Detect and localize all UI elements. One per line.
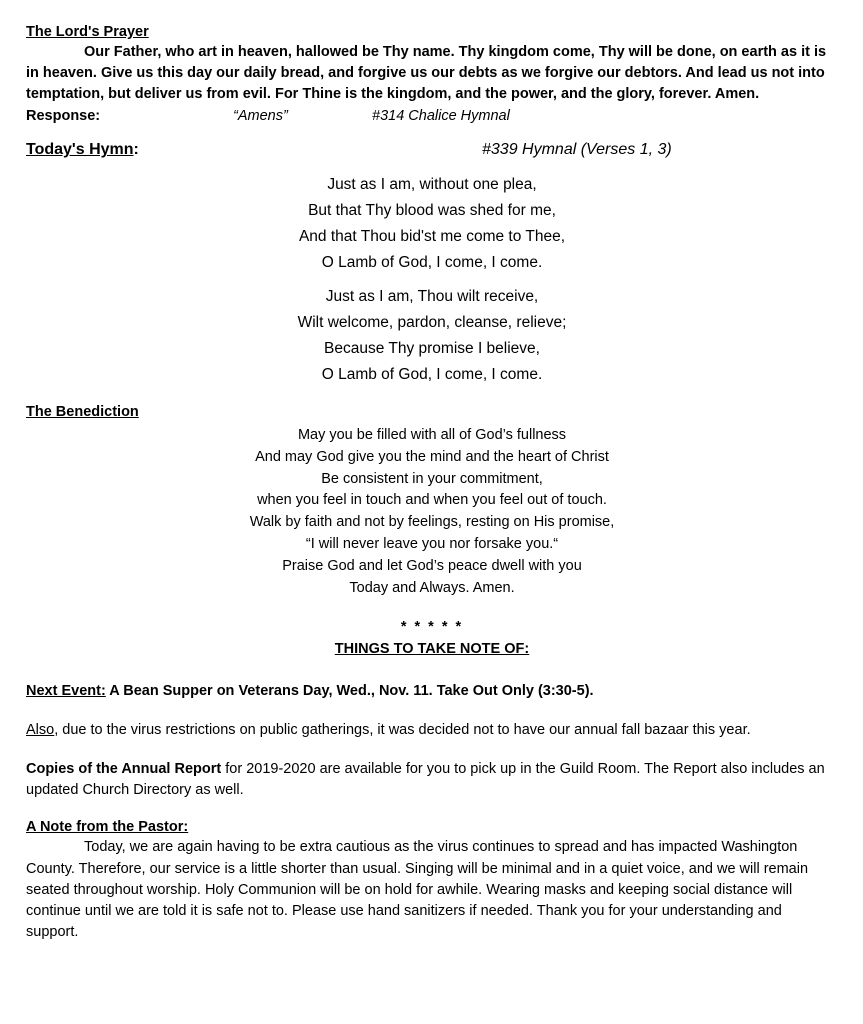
notes-heading: THINGS TO TAKE NOTE OF: <box>334 641 530 658</box>
verse-line: And that Thou bid'st me come to Thee, <box>298 228 566 245</box>
annual-report-paragraph <box>26 759 838 801</box>
benediction-line: “I will never leave you nor forsake you.“ <box>305 535 559 552</box>
pastor-note-text: Today, we are again having to be extra cautious as the virus continues to spread and has impacted Washington County. Therefore, our service is a little shorter than usual. Singing will be minimal and in a quiet voice, and we will remain seated throughout worship. Holy Communion will be on hold for awhile. Wearing masks and keeping social distance will continue until we are told it is safe not to. Please use hand sanitizers if needed. Thank you for your understanding and support. <box>26 839 809 941</box>
verse-line: Just as I am, without one plea, <box>327 176 537 193</box>
also-text: , due to the virus restrictions on public gatherings, it was decided not to have our annual fall bazaar this year. <box>54 722 751 739</box>
benediction-line: Praise God and let God’s peace dwell with you <box>282 557 582 574</box>
next-event-paragraph <box>26 681 838 702</box>
benediction-line: Be consistent in your commitment, <box>321 470 543 487</box>
hymn-heading-colon: : <box>133 141 139 158</box>
pastor-note-heading: A Note from the Pastor: <box>26 819 189 836</box>
hymn-header-row <box>26 137 838 163</box>
benediction-line: May you be filled with all of God’s fullness <box>297 427 567 443</box>
next-event-text: A Bean Supper on Veterans Day, Wed., Nov. 11. Take Out Only (3:30-5). <box>105 683 594 700</box>
bulletin-page <box>26 22 838 943</box>
benediction-line: And may God give you the mind and the heart of Christ <box>255 448 609 465</box>
benediction-line: when you feel in touch and when you feel out of touch. <box>257 492 607 509</box>
verse-line: Because Thy promise I believe, <box>324 340 540 357</box>
verse-line: Just as I am, Thou wilt receive, <box>325 288 539 305</box>
hymn-heading-wrap <box>26 137 139 163</box>
verse-line: But that Thy blood was shed for me, <box>308 202 556 219</box>
section-divider-stars: * * * * * <box>400 619 464 636</box>
also-label: Also <box>26 722 55 739</box>
notes-section <box>26 617 838 943</box>
benediction-text <box>26 425 838 599</box>
hymn-number: #339 Hymnal (Verses 1, 3) <box>482 141 672 158</box>
benediction-heading: The Benediction <box>26 404 139 420</box>
verse-line: O Lamb of God, I come, I come. <box>321 366 543 383</box>
verse-line: Wilt welcome, pardon, cleanse, relieve; <box>297 314 567 331</box>
annual-report-label: Copies of the Annual Report <box>26 761 222 778</box>
benediction-line: Today and Always. Amen. <box>349 579 515 596</box>
lords-prayer-heading: The Lord's Prayer <box>26 24 149 40</box>
response-hymn-reference: #314 Chalice Hymnal <box>372 108 510 124</box>
benediction-section <box>26 402 838 599</box>
response-amens: “Amens” <box>233 108 288 124</box>
benediction-line: Walk by faith and not by feelings, resting on His promise, <box>249 514 615 531</box>
hymn-heading: Today's Hymn <box>26 141 134 158</box>
also-paragraph <box>26 720 838 741</box>
hymn-verse-2 <box>26 284 838 388</box>
response-row <box>26 105 838 127</box>
lords-prayer-section <box>26 22 838 127</box>
lords-prayer-text: Our Father, who art in heaven, hallowed be Thy name. Thy kingdom come, Thy will be done, on earth as it is in heaven. Give us this day our daily bread, and forgive us our debts as we forgive our debtors. And lead us not into temptation, but deliver us from evil. For Thine is the kingdom, and the power, and the glory, forever. Amen. <box>26 44 827 102</box>
annual-report-text: for 2019-2020 are available for you to pick up in the Guild Room. The Report also includes an updated Church Directory as well. <box>26 761 825 799</box>
hymn-section <box>26 137 838 388</box>
response-label: Response: <box>26 108 101 124</box>
hymn-verse-1 <box>26 172 838 276</box>
next-event-label: Next Event: <box>26 683 106 700</box>
verse-line: O Lamb of God, I come, I come. <box>321 254 543 271</box>
